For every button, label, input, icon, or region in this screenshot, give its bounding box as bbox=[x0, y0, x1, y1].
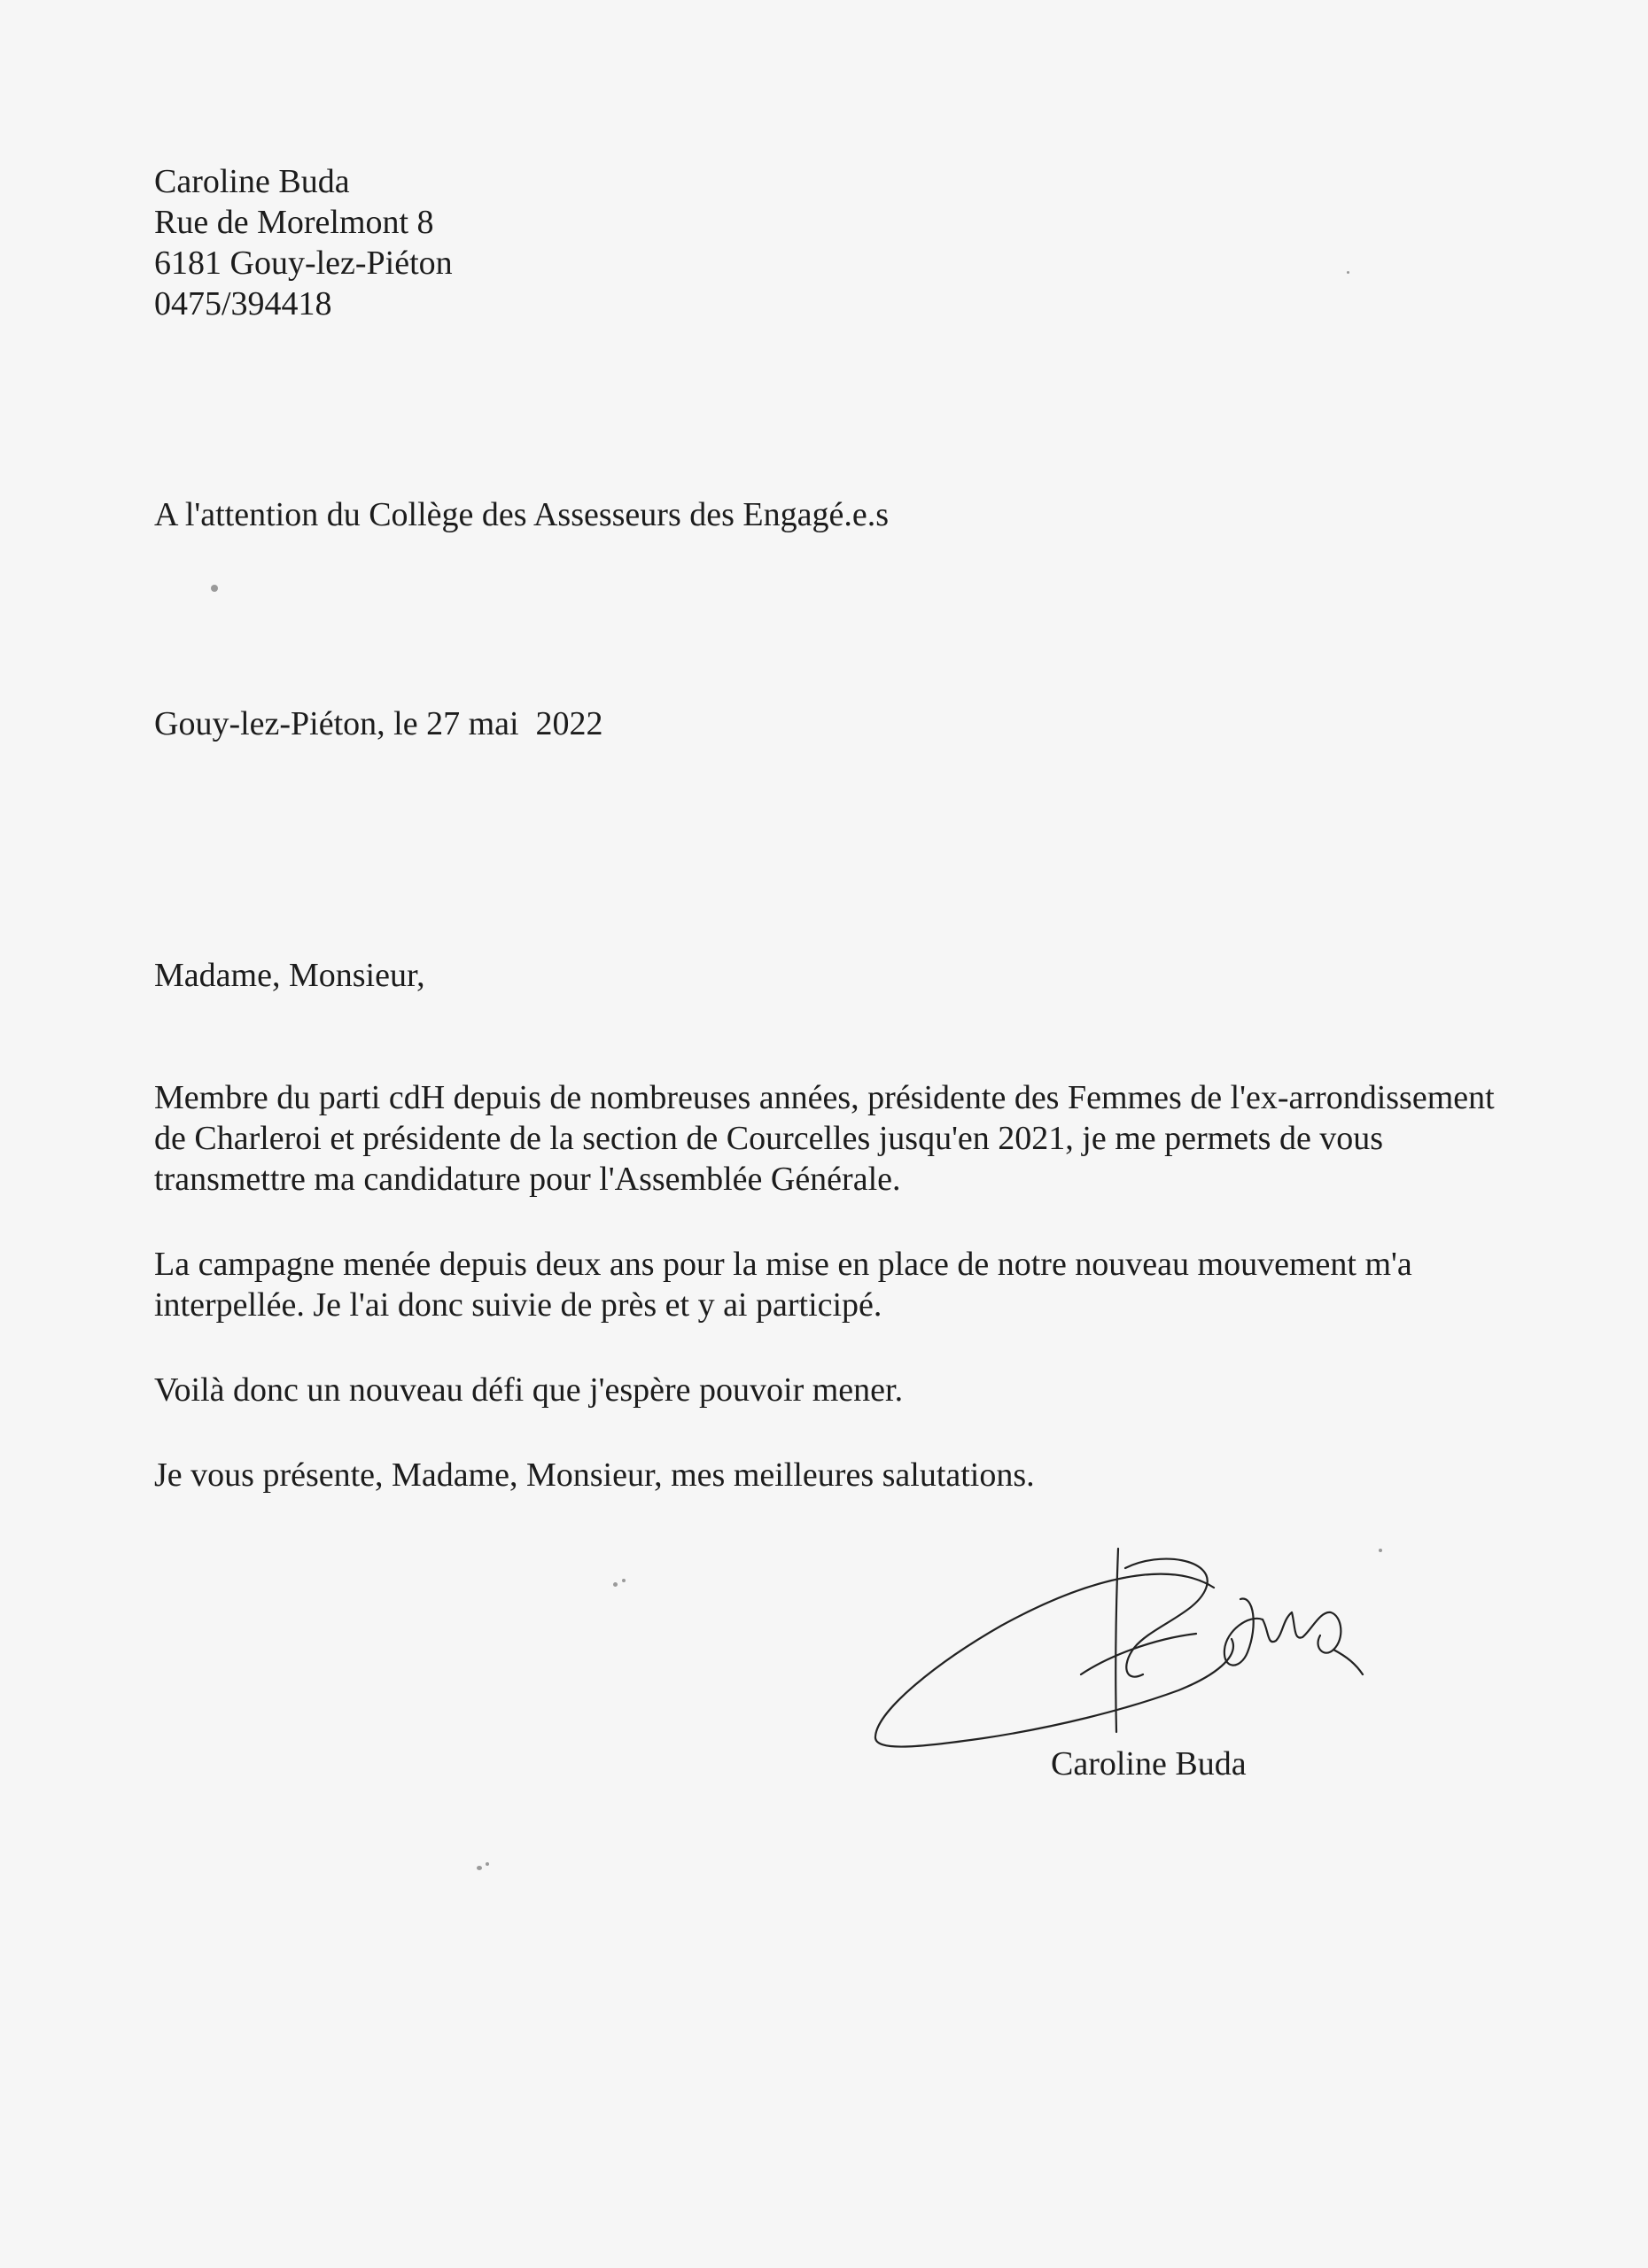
sender-street: Rue de Morelmont 8 bbox=[154, 204, 434, 241]
sender-city: 6181 Gouy-lez-Piéton bbox=[154, 245, 453, 282]
paragraph-line: Voilà donc un nouveau défi que j'espère pouvoir mener. bbox=[154, 1371, 904, 1409]
paragraph-line: La campagne menée depuis deux ans pour la mise en place de notre nouveau mouvement m'a bbox=[154, 1246, 1412, 1283]
scan-speck bbox=[1347, 271, 1349, 274]
scan-speck bbox=[477, 1866, 482, 1870]
paragraph-line: Membre du parti cdH depuis de nombreuses années, présidente des Femmes de l'ex-arrondissement bbox=[154, 1079, 1495, 1116]
sender-block bbox=[154, 161, 453, 324]
paragraph-line: transmettre ma candidature pour l'Assemblée Générale. bbox=[154, 1161, 901, 1198]
paragraph-line: de Charleroi et présidente de la section de Courcelles jusqu'en 2021, je me permets de vous bbox=[154, 1120, 1384, 1157]
date-line: Gouy-lez-Piéton, le 27 mai 2022 bbox=[154, 705, 603, 742]
paragraph-campaign bbox=[154, 1244, 1607, 1325]
scan-speck bbox=[622, 1579, 626, 1582]
scan-speck bbox=[1379, 1549, 1382, 1552]
sender-name: Caroline Buda bbox=[154, 163, 350, 200]
handwritten-signature bbox=[859, 1542, 1373, 1754]
sender-phone: 0475/394418 bbox=[154, 285, 332, 322]
scan-speck bbox=[211, 585, 218, 592]
recipient-line: A l'attention du Collège des Assesseurs des Engagé.e.s bbox=[154, 496, 889, 533]
paragraph-membership bbox=[154, 1077, 1607, 1200]
paragraph-line: interpellée. Je l'ai donc suivie de près et y ai participé. bbox=[154, 1286, 882, 1324]
paragraph-line: Je vous présente, Madame, Monsieur, mes meilleures salutations. bbox=[154, 1456, 1035, 1494]
paragraph-closing bbox=[154, 1455, 1607, 1495]
scan-speck bbox=[486, 1862, 489, 1866]
scan-speck bbox=[613, 1582, 618, 1587]
paragraph-challenge bbox=[154, 1370, 1607, 1410]
signer-name: Caroline Buda bbox=[1051, 1745, 1247, 1783]
salutation: Madame, Monsieur, bbox=[154, 957, 425, 994]
